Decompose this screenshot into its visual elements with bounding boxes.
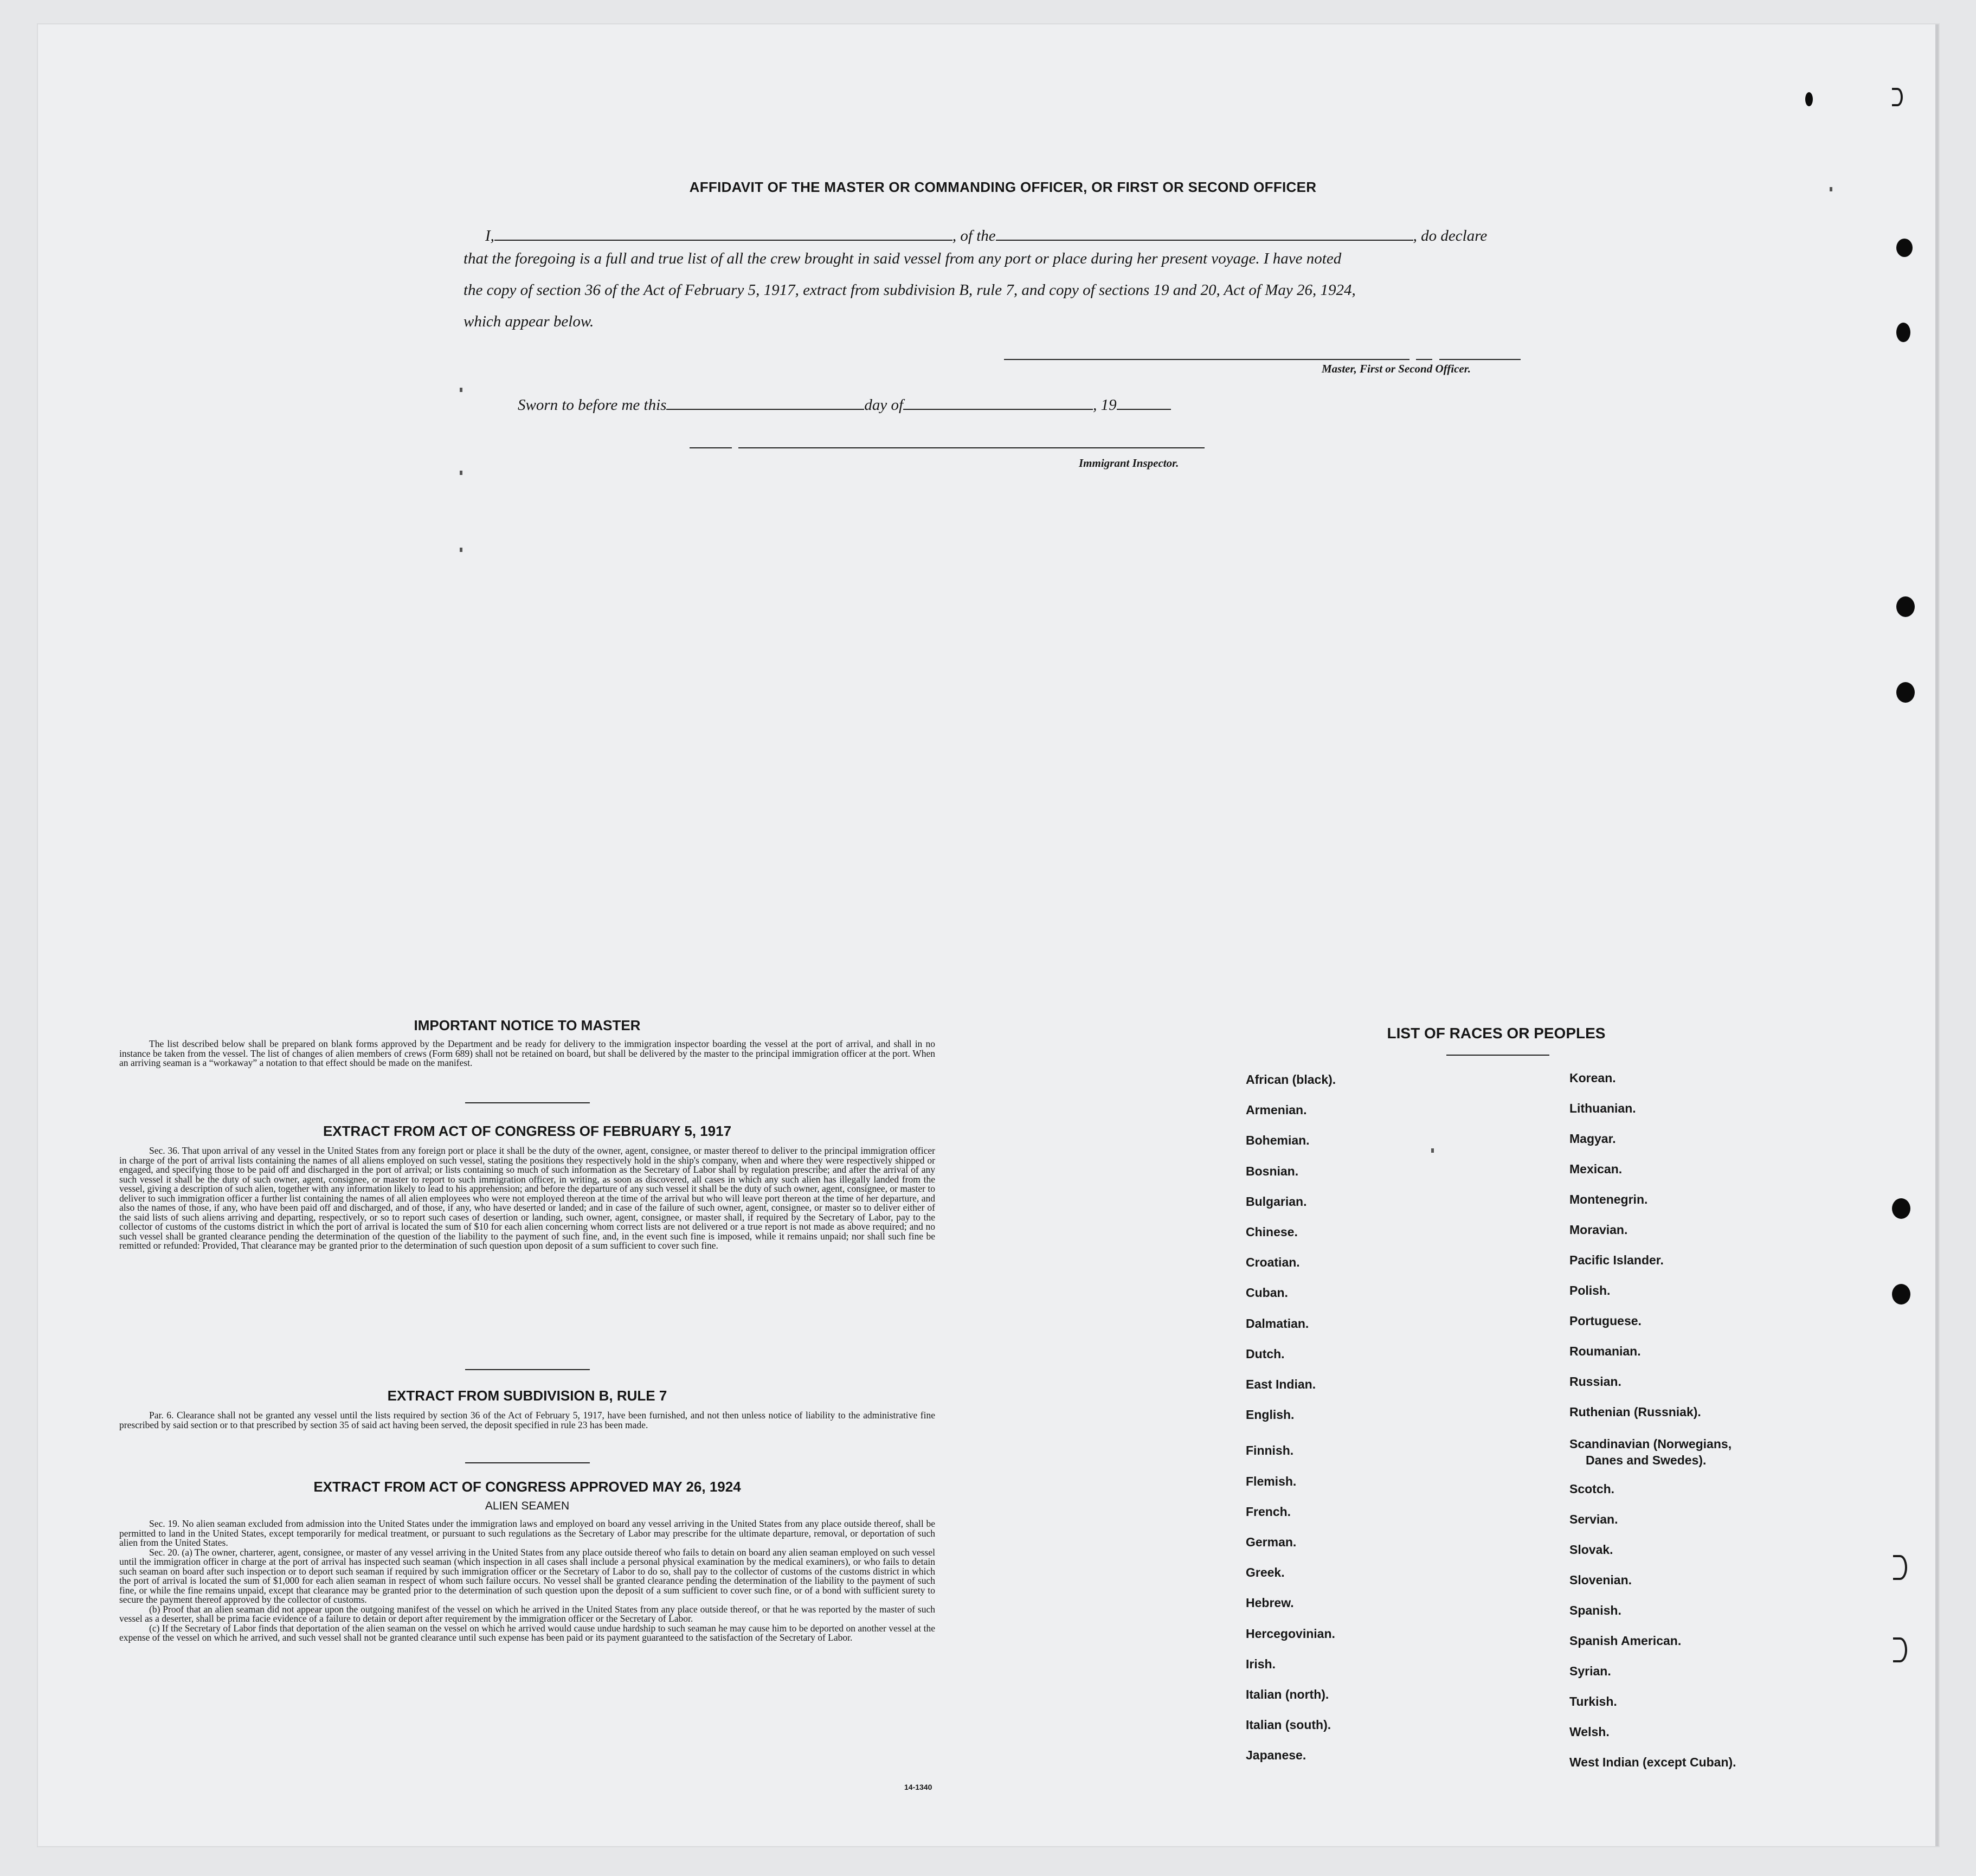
race-item: Spanish. <box>1569 1603 1621 1617</box>
punch-hole <box>1892 88 1903 106</box>
punch-hole <box>1896 323 1910 342</box>
rule7-title: EXTRACT FROM SUBDIVISION B, RULE 7 <box>387 1387 667 1404</box>
sec-20c-text: (c) If the Secretary of Labor finds that deportation of the alien seaman on the vessel on which he arrived would cause undue hardship to such seaman he may cause him to be deported on another vessel at the expense of the vessel on which he arrived, and such vessel shall not be granted clearance until such expense has been paid or its payment guaranteed to the satisfaction of the Secretary of Labor. <box>119 1622 935 1643</box>
race-item: Magyar. <box>1569 1132 1616 1146</box>
sworn-day-field[interactable] <box>666 399 864 410</box>
punch-hole <box>1892 1198 1910 1219</box>
race-item: Slovenian. <box>1569 1573 1632 1587</box>
race-item: Syrian. <box>1569 1664 1611 1678</box>
race-item: Montenegrin. <box>1569 1192 1648 1206</box>
rule7-text: Par. 6. Clearance shall not be granted any vessel until the lists required by section 36 of the Act of February 5, 1917, have been furnished, and not then unless notice of liability to the administrative fine prescribed by said section or to that prescribed by section 35 of said act having been served, the deposit specified in rule 23 has been made. <box>119 1410 935 1430</box>
master-signature-line[interactable] <box>1004 359 1409 360</box>
speck <box>1431 1148 1434 1153</box>
race-item: African (black). <box>1246 1072 1336 1087</box>
extract-1924-title: EXTRACT FROM ACT OF CONGRESS APPROVED MAY 26, 1924 <box>313 1479 741 1495</box>
race-item: English. <box>1246 1408 1295 1422</box>
sec-20b-text: (b) Proof that an alien seaman did not appear upon the outgoing manifest of the vessel on which he arrived in the United States from any place outside thereof, or that he was reported by the master of such vessel as a deserter, shall be prima facie evidence of a failure to detain or deport after requirement by the immigration officer or the Secretary of Labor. <box>119 1603 935 1624</box>
notice-section <box>119 1017 935 1068</box>
punch-hole <box>1893 1637 1907 1662</box>
race-item: Hercegovinian. <box>1246 1627 1335 1641</box>
race-item: Dutch. <box>1246 1347 1285 1361</box>
extract-1924-section <box>119 1462 935 1643</box>
affidavit-line-3: the copy of section 36 of the Act of February 5, 1917, extract from subdivision B, rule 7, and copy of sections 19 and 20, Act of May 26, 1924, <box>464 281 1356 299</box>
race-item: Bulgarian. <box>1246 1194 1307 1209</box>
race-item: Spanish American. <box>1569 1634 1682 1648</box>
race-item: Servian. <box>1569 1512 1618 1526</box>
race-item: Greek. <box>1246 1565 1285 1579</box>
sworn-year-field[interactable] <box>1117 399 1171 410</box>
race-item: Slovak. <box>1569 1543 1613 1557</box>
race-item: Armenian. <box>1246 1103 1307 1117</box>
sworn-prefix: Sworn to before me this <box>518 396 667 414</box>
race-item: West Indian (except Cuban). <box>1569 1755 1736 1769</box>
form-number: 14-1340 <box>904 1783 932 1791</box>
section-divider <box>465 1462 590 1463</box>
vessel-name-field[interactable] <box>996 230 1413 241</box>
inspector-signature-label: Immigrant Inspector. <box>1079 457 1179 470</box>
speck <box>460 548 462 552</box>
sec-19-text: Sec. 19. No alien seaman excluded from admission into the United States under the immigration laws and employed on board any vessel arriving in the United States from any place outside thereof, shall be permitted to land in the United States, except temporarily for medical treatment, or pursuant to such regulations as the Secretary of Labor may prescribe for the ultimate departure, removal, or deportation of such alien from the United States. <box>119 1518 935 1548</box>
race-item: Turkish. <box>1569 1694 1617 1708</box>
race-item: Polish. <box>1569 1283 1611 1297</box>
extract-1917-title: EXTRACT FROM ACT OF CONGRESS OF FEBRUARY 5, 1917 <box>323 1123 732 1139</box>
races-title-rule <box>1446 1055 1549 1056</box>
race-item: Flemish. <box>1246 1474 1297 1488</box>
race-item: Korean. <box>1569 1071 1616 1085</box>
master-signature-label: Master, First or Second Officer. <box>1322 362 1471 375</box>
affidavit-i-label: I, <box>485 227 494 245</box>
race-item: Croatian. <box>1246 1255 1300 1269</box>
sworn-year-label: , 19 <box>1093 396 1117 414</box>
race-item: Bohemian. <box>1246 1133 1310 1147</box>
notice-title: IMPORTANT NOTICE TO MASTER <box>414 1017 641 1033</box>
extract-1917-text: Sec. 36. That upon arrival of any vessel in the United States from any foreign port or place it shall be the duty of the owner, agent, consignee, or master thereof to deliver to the principal immigration officer in charge of the port of arrival lists containing the names of all aliens employed on such vessel, stating the positions they respectively hold in the ship's company, when and where they were respectively shipped or engaged, and specifying those to be paid off and discharged in the port of arrival; or lists containing so much of such information as the Secretary of Labor shall by regulation prescribe; and after the arrival of any such vessel it shall be the duty of such owner, agent, consignee, or master to report to such immigration officer, in writing, as soon as discovered, all cases in which any such alien has illegally landed from the vessel, giving a description of such alien, together with any information likely to lead to his apprehension; and before the departure of any such vessel it shall be the duty of such owner, agent, consignee, or master to deliver to such immigration officer a further list containing the names of all alien employees who were not employed thereon at the time of the arrival but who will leave port thereon at the time of her departure, and also the names of those, if any, who have been paid off and discharged, and of those, if any, who have deserted or landed; and in case of the failure of such owner, agent, consignee, or master so to deliver either of the said lists of such aliens arriving and departing, respectively, or so to report such cases of desertion or landing, such owner, agent, consignee, or master shall, if required by the Secretary of Labor, pay to the collector of customs of the customs district in which the port of arrival is located the sum of $10 for each alien concerning whom correct lists are not delivered or a true report is not made as above required; and no such vessel shall be granted clearance pending the determination of the question of the liability to the payment of such fine, and, in the event such fine is imposed, while it remains unpaid; nor shall such fine be remitted or refunded: Provided, That clearance may be granted prior to the determination of such question upon deposit of a sum sufficient to cover such fine. <box>119 1145 935 1251</box>
affidavit-line-2: that the foregoing is a full and true list of all the crew brought in said vessel from any port or place during her present voyage. I have noted <box>464 250 1342 267</box>
race-item: Portuguese. <box>1569 1314 1642 1328</box>
race-item: Dalmatian. <box>1246 1316 1309 1331</box>
race-item: Lithuanian. <box>1569 1101 1636 1115</box>
speck <box>460 471 462 475</box>
master-signature-line-tick <box>1416 359 1432 360</box>
sworn-day-of-label: day of <box>864 396 904 414</box>
affidavit-declare-label: , do declare <box>1413 227 1488 245</box>
race-item: Chinese. <box>1246 1225 1298 1239</box>
affidavit-declaration-line <box>464 228 1526 244</box>
speck <box>1830 187 1832 191</box>
affidavit-of-the-label: , of the <box>952 227 996 245</box>
race-item: Japanese. <box>1246 1748 1306 1762</box>
section-divider <box>465 1102 590 1103</box>
speck <box>460 388 462 392</box>
race-item: Danes and Swedes). <box>1586 1453 1707 1467</box>
punch-hole <box>1896 239 1913 257</box>
punch-hole <box>1805 92 1813 106</box>
race-item: Roumanian. <box>1569 1344 1641 1358</box>
inspector-signature-line[interactable] <box>738 447 1205 448</box>
inspector-signature-line-start <box>690 447 732 448</box>
race-item: East Indian. <box>1246 1377 1316 1391</box>
notice-text: The list described below shall be prepared on blank forms approved by the Department and be ready for delivery to the immigration inspector boarding the vessel at the port of arrival, and shall in no instance be taken from the vessel. The list of changes of alien members of crews (Form 689) shall not be retained on board, but shall be delivered by the master to the principal immigration officer at the port. When an arriving seaman is a “workaway” a notation to that effect should be made on the manifest. <box>119 1038 935 1068</box>
extract-1917-section <box>119 1102 935 1251</box>
affidavit-title: AFFIDAVIT OF THE MASTER OR COMMANDING OFFICER, OR FIRST OR SECOND OFFICER <box>689 179 1317 195</box>
race-item: Mexican. <box>1569 1162 1623 1176</box>
race-item: Scotch. <box>1569 1482 1615 1496</box>
race-item: Cuban. <box>1246 1286 1288 1300</box>
master-name-field[interactable] <box>494 230 952 241</box>
race-item: Russian. <box>1569 1374 1621 1389</box>
punch-hole <box>1896 682 1915 703</box>
affidavit-line-4: which appear below. <box>464 313 594 330</box>
rule7-section <box>119 1369 935 1430</box>
race-item: Moravian. <box>1569 1223 1628 1237</box>
race-item: Italian (north). <box>1246 1687 1329 1701</box>
section-divider <box>465 1369 590 1370</box>
race-item: Pacific Islander. <box>1569 1253 1664 1267</box>
punch-hole <box>1893 1555 1907 1580</box>
sworn-month-field[interactable] <box>903 399 1093 410</box>
races-title: LIST OF RACES OR PEOPLES <box>1387 1025 1606 1042</box>
race-item: Finnish. <box>1246 1443 1294 1457</box>
punch-hole <box>1892 1284 1910 1305</box>
race-item: Irish. <box>1246 1657 1276 1671</box>
sworn-line <box>518 397 1580 413</box>
race-item: French. <box>1246 1505 1291 1519</box>
race-item: Bosnian. <box>1246 1164 1299 1178</box>
extract-1924-subtitle: ALIEN SEAMEN <box>485 1500 570 1512</box>
race-item: Scandinavian (Norwegians, <box>1569 1437 1732 1451</box>
race-item: Hebrew. <box>1246 1596 1294 1610</box>
race-item: Italian (south). <box>1246 1718 1331 1732</box>
race-item: German. <box>1246 1535 1297 1549</box>
race-item: Welsh. <box>1569 1725 1610 1739</box>
master-signature-line-end <box>1439 359 1521 360</box>
race-item: Ruthenian (Russniak). <box>1569 1405 1701 1419</box>
punch-hole <box>1896 596 1915 617</box>
sec-20a-text: Sec. 20. (a) The owner, charterer, agent, consignee, or master of any vessel arriving in the United States from any place outside thereof who fails to detain on board any alien seaman employed on such vessel until the immigration officer in charge at the port of arrival has inspected such seaman (which inspection in all cases shall include a personal physical examination by the medical examiners), or who fails to detain such seaman on board after such inspection or to deport such seaman if required by such immigration officer or the Secretary of Labor to do so, shall pay to the collector of customs of the customs district in which the port of arrival is located the sum of $1,000 for each alien seaman in respect of whom such failure occurs. No vessel shall be granted clearance pending the determination of the liability to the payment of such fine, or while the fine remains unpaid, except that clearance may be granted prior to the determination of such question upon the deposit of a sum sufficient to cover such fine, or of a bond with sufficient surety to secure the payment thereof approved by the collector of customs. <box>119 1546 935 1605</box>
